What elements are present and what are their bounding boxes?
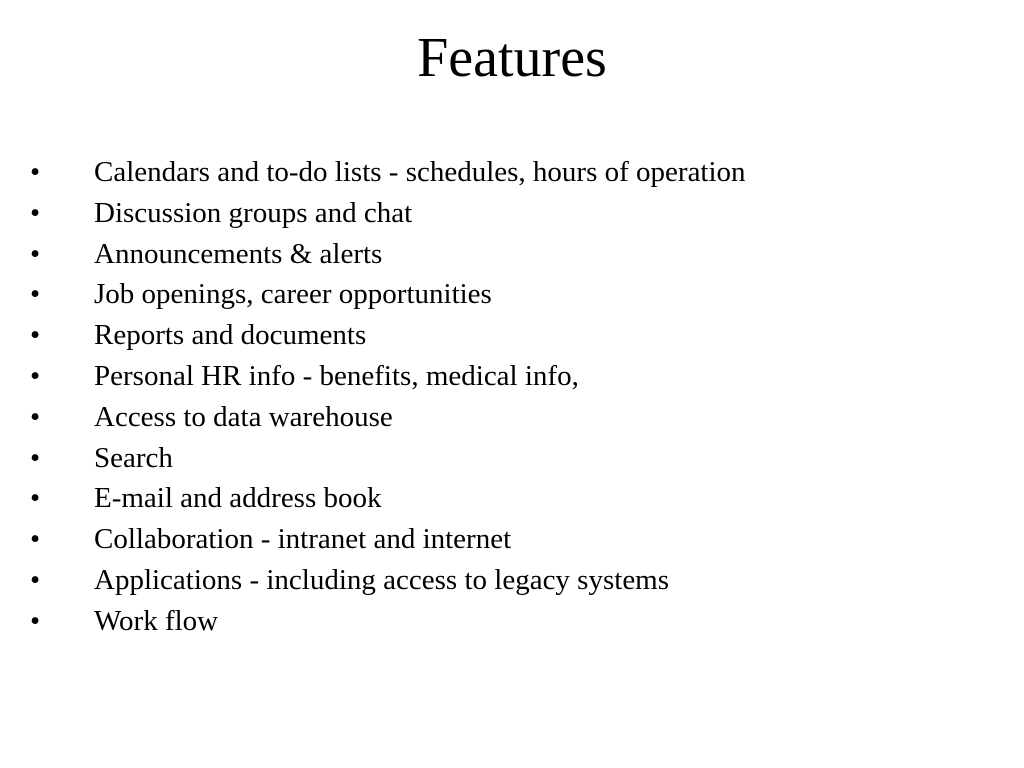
list-item xyxy=(28,356,746,397)
list-item-text: Calendars and to-do lists - schedules, hours of operation xyxy=(94,156,746,188)
list-item xyxy=(28,438,746,479)
feature-list xyxy=(28,152,746,642)
list-item xyxy=(28,560,746,601)
list-item-text: E-mail and address book xyxy=(94,482,382,515)
list-item-text: Discussion groups and chat xyxy=(94,196,413,229)
bullet-icon: • xyxy=(30,319,41,352)
list-item-text: Work flow xyxy=(94,604,219,637)
bullet-icon: • xyxy=(30,359,41,392)
list-item xyxy=(28,519,746,560)
bullet-icon: • xyxy=(30,156,41,188)
list-item xyxy=(28,274,746,315)
list-item-text: Collaboration - intranet and internet xyxy=(94,523,512,556)
list-item-text: Applications - including access to legacy systems xyxy=(94,563,670,596)
list-item-text: Access to data warehouse xyxy=(94,400,393,433)
bullet-icon: • xyxy=(30,237,41,270)
list-item xyxy=(28,315,746,356)
list-item xyxy=(28,601,746,642)
bullet-icon: • xyxy=(30,523,41,556)
bullet-icon: • xyxy=(30,563,41,596)
list-item-text: Job openings, career opportunities xyxy=(94,278,492,311)
list-item xyxy=(28,234,746,275)
bullet-icon: • xyxy=(30,196,41,229)
list-item xyxy=(28,397,746,438)
list-item xyxy=(28,193,746,234)
slide-title: Features xyxy=(417,27,607,89)
list-item-text: Reports and documents xyxy=(94,319,367,352)
list-item-text: Search xyxy=(94,441,173,474)
bullet-icon: • xyxy=(30,400,41,433)
bullet-icon: • xyxy=(30,604,41,637)
list-item xyxy=(28,152,746,193)
bullet-icon: • xyxy=(30,278,41,311)
bullet-icon: • xyxy=(30,482,41,515)
list-item-text: Personal HR info - benefits, medical info, xyxy=(94,359,579,392)
list-item xyxy=(28,478,746,519)
list-item-text: Announcements & alerts xyxy=(94,237,383,270)
bullet-icon: • xyxy=(30,441,41,474)
